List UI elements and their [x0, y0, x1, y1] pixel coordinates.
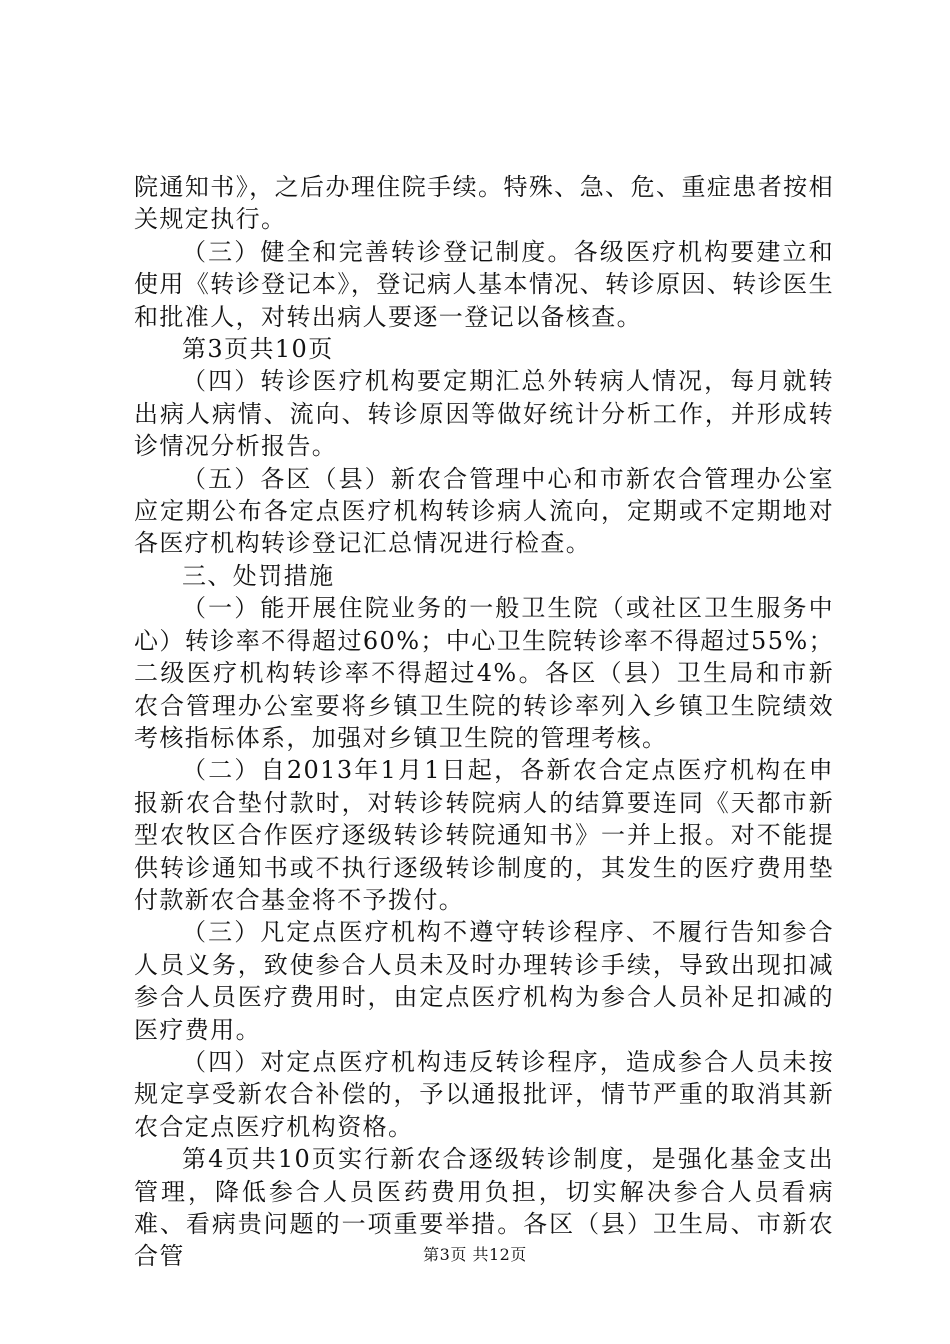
paragraph-4: （四）转诊医疗机构要定期汇总外转病人情况，每月就转出病人病情、流向、转诊原因等做好统计分析工作，并形成转诊情况分析报告。	[134, 367, 834, 461]
paragraph-11: 第4页共10页实行新农合逐级转诊制度，是强化基金支出管理，降低参合人员医药费用负担，切实解决参合人员看病难、看病贵问题的一项重要举措。各区（县）卫生局、市新农合管	[134, 1145, 834, 1271]
paragraph-2: （三）健全和完善转诊登记制度。各级医疗机构要建立和使用《转诊登记本》，登记病人基本情况、转诊原因、转诊医生和批准人，对转出病人要逐一登记以备核查。	[134, 237, 834, 331]
paragraph-5: （五）各区（县）新农合管理中心和市新农合管理办公室应定期公布各定点医疗机构转诊病人流向，定期或不定期地对各医疗机构转诊登记汇总情况进行检查。	[134, 464, 834, 558]
paragraph-7: （一）能开展住院业务的一般卫生院（或社区卫生服务中心）转诊率不得超过60%；中心卫生院转诊率不得超过55%；二级医疗机构转诊率不得超过4%。各区（县）卫生局和市新农合管理办公室要将乡镇卫生院的转诊率列入乡镇卫生院绩效考核指标体系，加强对乡镇卫生院的管理考核。	[134, 594, 834, 752]
paragraph-1: 院通知书》，之后办理住院手续。特殊、急、危、重症患者按相关规定执行。	[134, 173, 834, 234]
paragraph-10: （四）对定点医疗机构违反转诊程序，造成参合人员未按规定享受新农合补偿的，予以通报批评，情节严重的取消其新农合定点医疗机构资格。	[134, 1047, 834, 1141]
paragraph-9: （三）凡定点医疗机构不遵守转诊程序、不履行告知参合人员义务，致使参合人员未及时办理转诊手续，导致出现扣减参合人员医疗费用时，由定点医疗机构为参合人员补足扣减的医疗费用。	[134, 918, 834, 1044]
section-heading: 三、处罚措施	[182, 561, 335, 590]
inline-page-marker: 第3页共10页	[182, 335, 334, 364]
paragraph-8: （二）自2013年1月1日起，各新农合定点医疗机构在申报新农合垫付款时，对转诊转院病人的结算要连同《天都市新型农牧区合作医疗逐级转诊转院通知书》一并上报。对不能提供转诊通知书或不执行逐级转诊制度的，其发生的医疗费用垫付款新农合基金将不予拨付。	[134, 756, 834, 914]
page-footer: 第3页 共12页	[423, 1245, 527, 1264]
document-body	[134, 171, 834, 1273]
